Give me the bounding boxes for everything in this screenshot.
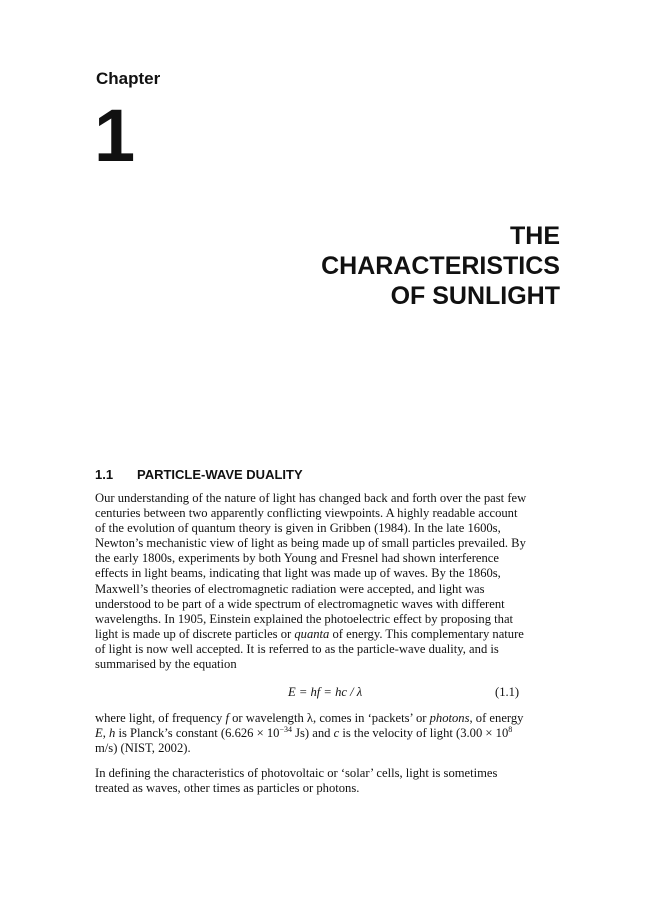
text-line: effects in light beams, indicating that light was made up of waves. By the 1860s,	[95, 566, 501, 581]
text-line	[95, 726, 565, 741]
text-line: of light is now well accepted. It is referred to as the particle-wave duality, and is	[95, 641, 499, 656]
equation-1-1	[95, 683, 565, 701]
text-span: where light, of frequency	[95, 711, 226, 725]
chapter-title-line: CHARACTERISTICS	[321, 252, 560, 280]
text-line: Newton’s mechanistic view of light as being made up of small particles prevailed. By	[95, 536, 526, 551]
text-line: Maxwell’s theories of electromagnetic radiation were accepted, and light was	[95, 581, 485, 596]
text-span: ,	[102, 726, 109, 741]
chapter-title	[160, 221, 560, 311]
chapter-label: Chapter	[96, 69, 161, 88]
chapter-number: 1	[94, 94, 136, 177]
text-line: understood to be part of a wide spectrum of electromagnetic waves with different	[95, 596, 505, 611]
text-span: is Planck’s constant (6.626 × 10	[115, 726, 280, 741]
var-E: E	[95, 726, 103, 741]
text-span: or wavelength λ, comes in ‘packets’ or	[228, 711, 430, 725]
paragraph-particle-wave	[95, 491, 565, 672]
text-line: the early 1800s, experiments by both Young and Fresnel had shown interference	[95, 551, 499, 566]
exponent: 8	[508, 725, 513, 735]
text-line: m/s) (NIST, 2002).	[95, 741, 191, 756]
text-span: light is made up of discrete particles or	[95, 626, 295, 641]
text-line	[95, 627, 565, 642]
photons-term: photons	[429, 711, 470, 725]
equation-number: (1.1)	[495, 685, 520, 699]
text-line: Our understanding of the nature of light has changed back and forth over the past few	[95, 491, 527, 505]
paragraph-equation-explanation	[95, 711, 565, 756]
text-line: treated as waves, other times as particles or photons.	[95, 781, 360, 796]
exponent: −34	[279, 725, 292, 735]
text-line: In defining the characteristics of photovoltaic or ‘solar’ cells, light is sometimes	[95, 766, 498, 780]
text-line: centuries between two apparently conflicting viewpoints. A highly readable account	[95, 506, 518, 521]
text-line: of the evolution of quantum theory is given in Gribben (1984). In the late 1600s,	[95, 521, 501, 536]
text-span: Js) and	[291, 726, 334, 741]
paragraph-pv-cells	[95, 766, 565, 796]
quanta-term: quanta	[294, 626, 330, 641]
text-line: summarised by the equation	[95, 657, 237, 672]
section-number: 1.1	[95, 467, 114, 482]
section-title: PARTICLE-WAVE DUALITY	[137, 467, 303, 482]
var-h: h	[109, 726, 116, 741]
var-f: f	[225, 711, 229, 725]
text-span: is the velocity of light (3.00 × 10	[339, 726, 509, 741]
text-line	[95, 711, 565, 726]
var-c: c	[333, 726, 340, 741]
section-heading	[95, 466, 303, 484]
text-line: wavelengths. In 1905, Einstein explained the photoelectric effect by proposing that	[95, 611, 514, 626]
chapter-title-line: OF SUNLIGHT	[390, 282, 560, 310]
chapter-title-line: THE	[510, 222, 560, 250]
text-span: , of energy	[469, 711, 524, 725]
equation-formula: E = hf = hc / λ	[288, 685, 363, 699]
text-span: of energy. This complementary nature	[329, 626, 524, 641]
